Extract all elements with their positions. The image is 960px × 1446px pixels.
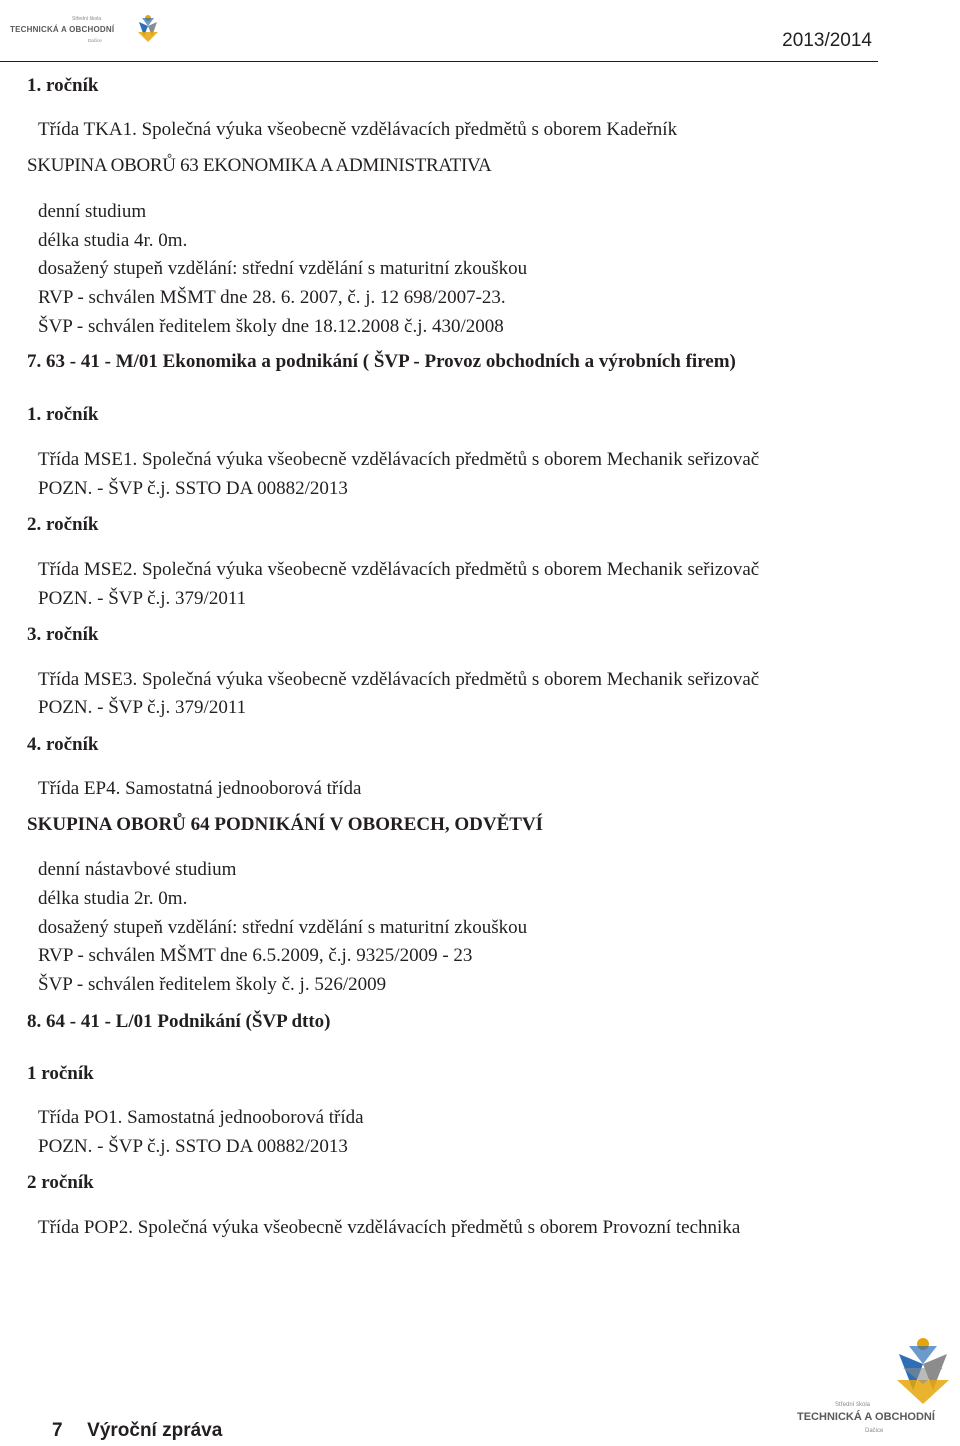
education-level: dosažený stupeň vzdělání: střední vzdělání s maturitní zkouškou bbox=[38, 258, 528, 279]
class-line: Třída EP4. Samostatná jednooborová třída bbox=[38, 778, 362, 799]
logo-emblem-icon bbox=[897, 1338, 949, 1404]
rvp-approval: RVP - schválen MŠMT dne 28. 6. 2007, č. j. 12 698/2007-23. bbox=[38, 287, 506, 308]
note-line: POZN. - ŠVP č.j. SSTO DA 00882/2013 bbox=[38, 478, 348, 499]
field-heading: 8. 64 - 41 - L/01 Podnikání (ŠVP dtto) bbox=[27, 1011, 331, 1032]
grade-heading: 1. ročník bbox=[27, 75, 99, 96]
logo-name-text: TECHNICKÁ A OBCHODNÍ bbox=[797, 1411, 935, 1423]
rvp-approval: RVP - schválen MŠMT dne 6.5.2009, č.j. 9325/2009 - 23 bbox=[38, 945, 473, 966]
education-level: dosažený stupeň vzdělání: střední vzdělání s maturitní zkouškou bbox=[38, 917, 528, 938]
study-type: denní nástavbové studium bbox=[38, 859, 237, 880]
logo-small-text: Střední škola bbox=[72, 16, 102, 22]
logo-city-text: Dačice bbox=[865, 1428, 884, 1434]
grade-heading: 1 ročník bbox=[27, 1063, 94, 1084]
note-line: POZN. - ŠVP č.j. SSTO DA 00882/2013 bbox=[38, 1136, 348, 1157]
class-line: Třída POP2. Společná výuka všeobecně vzdělávacích předmětů s oborem Provozní technika bbox=[38, 1217, 741, 1238]
study-type: denní studium bbox=[38, 201, 147, 222]
note-line: POZN. - ŠVP č.j. 379/2011 bbox=[38, 697, 247, 718]
note-line: POZN. - ŠVP č.j. 379/2011 bbox=[38, 588, 247, 609]
page-number: 7 bbox=[52, 1420, 63, 1441]
school-year: 2013/2014 bbox=[782, 30, 872, 51]
svp-approval: ŠVP - schválen ředitelem školy č. j. 526/2009 bbox=[38, 974, 387, 995]
school-logo-header bbox=[8, 10, 168, 50]
class-line: Třída MSE3. Společná výuka všeobecně vzdělávacích předmětů s oborem Mechanik seřizovač bbox=[38, 669, 760, 690]
school-logo-footer bbox=[795, 1330, 955, 1440]
footer-page-label bbox=[52, 1420, 222, 1442]
class-line: Třída PO1. Samostatná jednooborová třída bbox=[38, 1107, 364, 1128]
grade-heading: 2. ročník bbox=[27, 514, 99, 535]
grade-heading: 4. ročník bbox=[27, 734, 99, 755]
class-line: Třída MSE2. Společná výuka všeobecně vzdělávacích předmětů s oborem Mechanik seřizovač bbox=[38, 559, 760, 580]
logo-emblem-icon bbox=[138, 15, 158, 42]
grade-heading: 2 ročník bbox=[27, 1172, 94, 1193]
logo-small-text: Střední škola bbox=[835, 1402, 871, 1408]
field-heading: 7. 63 - 41 - M/01 Ekonomika a podnikání ( ŠVP - Provoz obchodních a výrobních firem) bbox=[27, 351, 736, 372]
grade-heading: 1. ročník bbox=[27, 404, 99, 425]
report-title: Výroční zpráva bbox=[87, 1420, 223, 1441]
header-divider bbox=[0, 61, 878, 62]
logo-name-text: TECHNICKÁ A OBCHODNÍ bbox=[10, 25, 115, 34]
study-length: délka studia 4r. 0m. bbox=[38, 230, 188, 251]
svp-approval: ŠVP - schválen ředitelem školy dne 18.12.2008 č.j. 430/2008 bbox=[38, 316, 504, 337]
class-line: Třída TKA1. Společná výuka všeobecně vzdělávacích předmětů s oborem Kadeřník bbox=[38, 119, 678, 140]
group-heading: SKUPINA OBORŮ 63 EKONOMIKA A ADMINISTRATIVA bbox=[27, 155, 492, 176]
group-heading: SKUPINA OBORŮ 64 PODNIKÁNÍ V OBORECH, ODVĚTVÍ bbox=[27, 814, 544, 835]
study-length: délka studia 2r. 0m. bbox=[38, 888, 188, 909]
logo-city-text: Dačice bbox=[88, 38, 102, 43]
class-line: Třída MSE1. Společná výuka všeobecně vzdělávacích předmětů s oborem Mechanik seřizovač bbox=[38, 449, 760, 470]
grade-heading: 3. ročník bbox=[27, 624, 99, 645]
